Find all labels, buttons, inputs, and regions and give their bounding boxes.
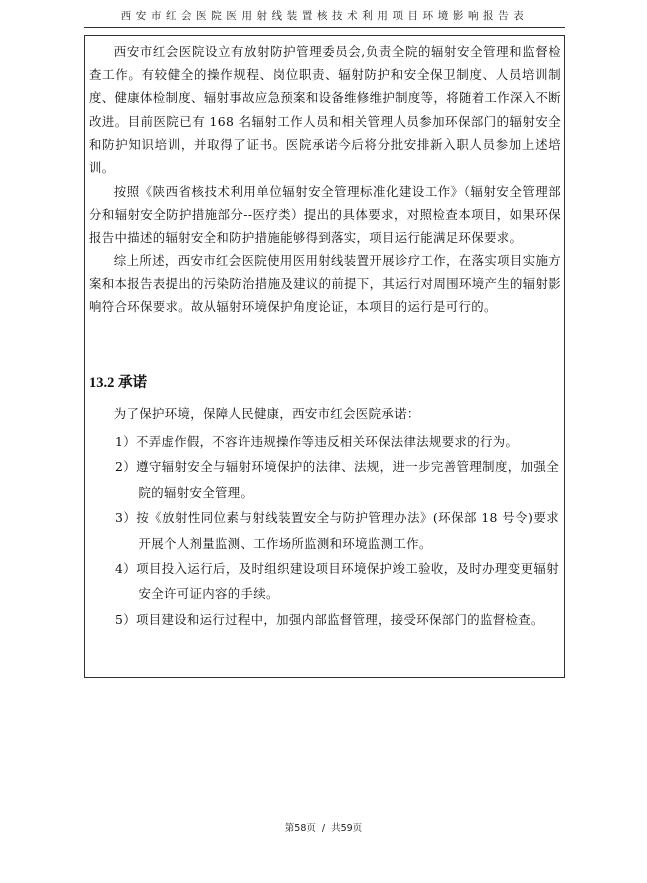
page-total: 共59页 (331, 823, 363, 834)
section-heading: 13.2 承诺 (89, 375, 147, 391)
header-divider (84, 27, 565, 28)
page-footer (0, 820, 647, 834)
commitment-list (115, 429, 559, 632)
page-number: 第58页 (284, 823, 316, 834)
list-item: 2）遵守辐射安全与辐射环境保护的法律、法规，进一步完善管理制度，加强全院的辐射安全管理。 (115, 459, 559, 500)
paragraph-conclusion: 综上所述，西安市红会医院使用医用射线装置开展诊疗工作，在落实项目实施方案和本报告表提出的污染防治措施及建议的前提下，其运行对周围环境产生的辐射影响符合环保要求。故从辐射环境保护角度论证，本项目的运行是可行的。 (89, 253, 561, 315)
list-item: 5）项目建设和运行过程中，加强内部监督管理，接受环保部门的监督检查。 (115, 611, 544, 627)
page-separator: / (321, 823, 326, 834)
paragraph-standardization: 按照《陕西省核技术利用单位辐射安全管理标准化建设工作》（辐射安全管理部分和辐射安全防护措施部分--医疗类）提出的具体要求，对照检查本项目，如果环保报告中描述的辐射安全和防护措施能够得到落实，项目运行能满足环保要求。 (89, 184, 561, 246)
document-header-title: 西安市红会医院医用射线装置核技术利用项目环境影响报告表 (120, 10, 529, 22)
list-item: 1）不弄虚作假，不容许违规操作等违反相关环保法律法规要求的行为。 (115, 434, 519, 449)
commitment-intro: 为了保护环境，保障人民健康，西安市红会医院承诺： (113, 406, 420, 421)
list-item: 3）按《放射性同位素与射线装置安全与防护管理办法》(环保部 18 号令)要求开展个人剂量监测、工作场所监测和环境监测工作。 (115, 510, 559, 551)
paragraph-management: 西安市红会医院设立有放射防护管理委员会,负责全院的辐射安全管理和监督检查工作。有较健全的操作规程、岗位职责、辐射防护和安全保卫制度、人员培训制度、健康体检制度、辐射事故应急预案和设备维修维护制度等，将随着工作深入不断改进。目前医院已有 168 名辐射工作人员和相关管理人员参加环保部门的辐射安全和防护知识培训，并取得了证书。医院承诺今后将分批安排新入职人员参加上述培训。 (89, 44, 561, 176)
list-item: 4）项目投入运行后，及时组织建设项目环境保护竣工验收，及时办理变更辐射安全许可证内容的手续。 (115, 561, 559, 602)
